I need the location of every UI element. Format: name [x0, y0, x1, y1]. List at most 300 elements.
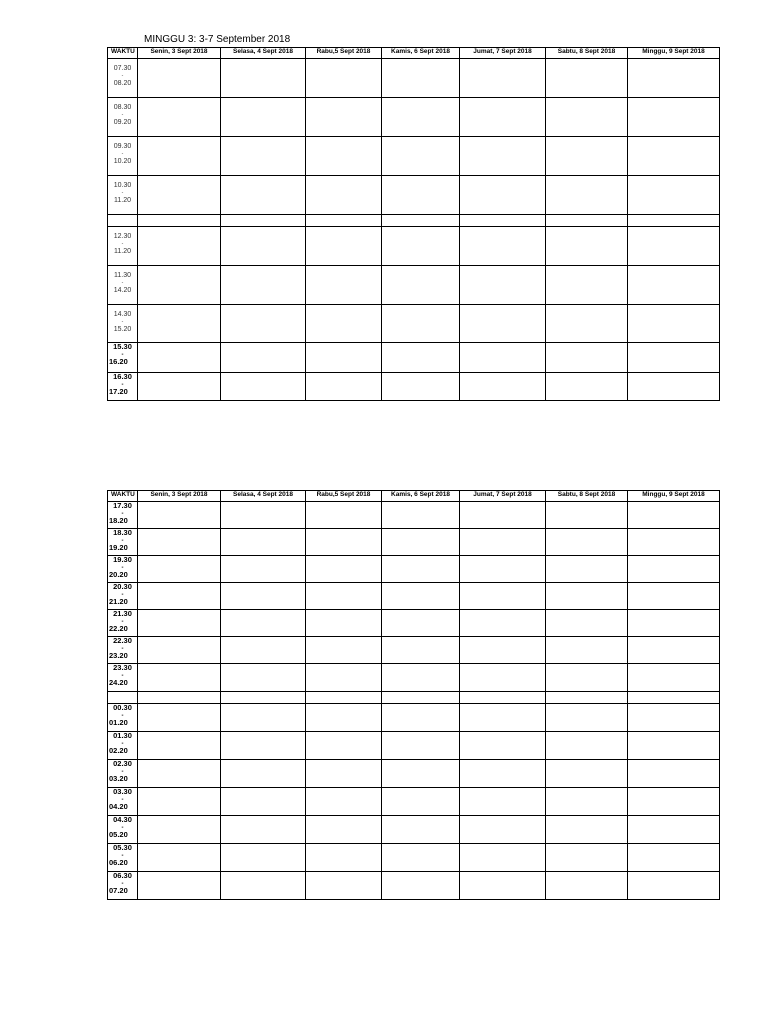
time-end: 09.20: [113, 119, 132, 126]
time-dash: -: [121, 510, 124, 517]
day-header: Selasa, 4 Sept 2018: [221, 491, 306, 502]
schedule-cell[interactable]: [382, 137, 460, 176]
time-dash: -: [121, 712, 124, 719]
schedule-cell[interactable]: [221, 556, 306, 583]
schedule-cell[interactable]: [382, 637, 460, 664]
schedule-cell[interactable]: [138, 788, 221, 816]
time-end: 17.20: [109, 386, 128, 396]
time-row: [108, 583, 720, 610]
schedule-cell[interactable]: [138, 98, 221, 137]
page-title: MINGGU 3: 3-7 September 2018: [144, 34, 291, 45]
break-row: [108, 215, 720, 227]
schedule-cell[interactable]: [306, 760, 382, 788]
time-row: [108, 704, 720, 732]
schedule-cell[interactable]: [628, 788, 720, 816]
time-start: 18.30: [113, 528, 132, 537]
schedule-cell[interactable]: [382, 176, 460, 215]
schedule-cell[interactable]: [306, 610, 382, 637]
time-row: [108, 844, 720, 872]
schedule-cell[interactable]: [546, 556, 628, 583]
day-header: Sabtu, 8 Sept 2018: [546, 48, 628, 59]
schedule-cell[interactable]: [628, 844, 720, 872]
time-end: 11.20: [114, 248, 131, 255]
time-start: 21.30: [113, 609, 132, 618]
schedule-cell[interactable]: [546, 343, 628, 373]
schedule-cell[interactable]: [138, 872, 221, 900]
schedule-cell[interactable]: [546, 816, 628, 844]
schedule-cell[interactable]: [546, 732, 628, 760]
schedule-cell[interactable]: [306, 816, 382, 844]
schedule-cell[interactable]: [221, 529, 306, 556]
time-dash: -: [121, 280, 124, 286]
schedule-cell[interactable]: [138, 637, 221, 664]
time-row: [108, 98, 720, 137]
time-row: [108, 760, 720, 788]
schedule-cell[interactable]: [382, 556, 460, 583]
schedule-cell[interactable]: [460, 343, 546, 373]
time-slot-cell: [108, 664, 138, 692]
schedule-cell[interactable]: [221, 137, 306, 176]
schedule-cell[interactable]: [138, 343, 221, 373]
schedule-cell[interactable]: [382, 816, 460, 844]
schedule-cell[interactable]: [221, 583, 306, 610]
schedule-cell[interactable]: [546, 98, 628, 137]
time-start: 12.30: [113, 233, 132, 240]
schedule-cell[interactable]: [546, 59, 628, 98]
schedule-cell[interactable]: [221, 343, 306, 373]
time-row: [108, 502, 720, 529]
schedule-cell[interactable]: [306, 502, 382, 529]
schedule-cell[interactable]: [460, 227, 546, 266]
schedule-cell[interactable]: [546, 373, 628, 401]
break-cell: [382, 215, 460, 227]
schedule-cell[interactable]: [546, 529, 628, 556]
schedule-cell[interactable]: [546, 872, 628, 900]
schedule-cell[interactable]: [628, 664, 720, 692]
schedule-cell[interactable]: [546, 760, 628, 788]
schedule-cell[interactable]: [221, 704, 306, 732]
break-cell: [221, 215, 306, 227]
time-slot-cell: [108, 529, 138, 556]
schedule-cell[interactable]: [138, 529, 221, 556]
time-end: 16.20: [109, 356, 128, 366]
time-end: 22.20: [109, 623, 128, 633]
schedule-cell[interactable]: [460, 610, 546, 637]
time-start: 06.30: [113, 871, 132, 880]
schedule-cell[interactable]: [628, 502, 720, 529]
schedule-cell[interactable]: [138, 502, 221, 529]
schedule-cell[interactable]: [306, 844, 382, 872]
time-start: 22.30: [113, 636, 132, 645]
schedule-cell[interactable]: [628, 266, 720, 305]
time-dash: -: [121, 740, 124, 747]
schedule-cell[interactable]: [546, 788, 628, 816]
schedule-cell[interactable]: [460, 59, 546, 98]
schedule-cell[interactable]: [460, 98, 546, 137]
schedule-cell[interactable]: [546, 305, 628, 343]
break-row: [108, 692, 720, 704]
schedule-cell[interactable]: [138, 610, 221, 637]
schedule-cell[interactable]: [221, 844, 306, 872]
break-cell: [546, 692, 628, 704]
schedule-cell[interactable]: [221, 610, 306, 637]
time-end: 11.20: [114, 197, 131, 204]
day-header: Senin, 3 Sept 2018: [138, 48, 221, 59]
time-end: 10.20: [113, 158, 132, 165]
time-start: 16.30: [113, 372, 132, 381]
time-dash: -: [121, 880, 124, 887]
time-row: [108, 176, 720, 215]
time-end: 03.20: [109, 773, 128, 783]
schedule-cell[interactable]: [221, 732, 306, 760]
time-dash: -: [121, 381, 124, 388]
schedule-cell[interactable]: [546, 610, 628, 637]
time-row: [108, 305, 720, 343]
time-slot-cell: [108, 373, 138, 401]
schedule-cell[interactable]: [460, 176, 546, 215]
day-header: Kamis, 6 Sept 2018: [382, 491, 460, 502]
break-cell: [138, 692, 221, 704]
header-row: [108, 491, 720, 502]
time-end: 02.20: [109, 745, 128, 755]
time-slot-cell: [108, 556, 138, 583]
schedule-cell[interactable]: [306, 704, 382, 732]
schedule-cell[interactable]: [382, 373, 460, 401]
schedule-cell[interactable]: [460, 704, 546, 732]
time-end: 08.20: [113, 80, 132, 87]
schedule-cell[interactable]: [138, 305, 221, 343]
time-end: 24.20: [109, 677, 128, 687]
schedule-cell[interactable]: [138, 760, 221, 788]
time-slot-cell: [108, 760, 138, 788]
schedule-cell[interactable]: [138, 227, 221, 266]
schedule-cell[interactable]: [382, 227, 460, 266]
time-start: 08.30: [113, 104, 132, 111]
schedule-cell[interactable]: [306, 373, 382, 401]
schedule-cell[interactable]: [221, 872, 306, 900]
schedule-cell[interactable]: [382, 343, 460, 373]
time-slot-cell: [108, 844, 138, 872]
header-row: [108, 48, 720, 59]
schedule-cell[interactable]: [221, 176, 306, 215]
break-cell: [108, 215, 138, 227]
time-dash: -: [121, 190, 124, 196]
schedule-cell[interactable]: [382, 704, 460, 732]
time-start: 07.30: [113, 65, 132, 72]
time-start: 01.30: [113, 731, 132, 740]
time-start: 15.30: [113, 342, 132, 351]
schedule-cell[interactable]: [221, 59, 306, 98]
schedule-cell[interactable]: [221, 816, 306, 844]
schedule-cell[interactable]: [138, 266, 221, 305]
time-start: 00.30: [113, 703, 132, 712]
schedule-cell[interactable]: [460, 305, 546, 343]
time-row: [108, 788, 720, 816]
time-row: [108, 610, 720, 637]
time-row: [108, 664, 720, 692]
schedule-cell[interactable]: [382, 610, 460, 637]
schedule-cell[interactable]: [306, 732, 382, 760]
schedule-cell[interactable]: [138, 176, 221, 215]
time-start: 11.30: [114, 272, 131, 279]
schedule-cell[interactable]: [138, 732, 221, 760]
schedule-cell[interactable]: [628, 583, 720, 610]
time-slot-cell: [108, 227, 138, 266]
schedule-table-2: [107, 490, 720, 900]
schedule-cell[interactable]: [628, 59, 720, 98]
time-slot-cell: [108, 59, 138, 98]
schedule-cell[interactable]: [138, 664, 221, 692]
schedule-cell[interactable]: [306, 637, 382, 664]
schedule-cell[interactable]: [221, 98, 306, 137]
schedule-cell[interactable]: [628, 556, 720, 583]
time-dash: -: [121, 645, 124, 652]
schedule-cell[interactable]: [628, 305, 720, 343]
time-dash: -: [121, 564, 124, 571]
schedule-cell[interactable]: [382, 583, 460, 610]
schedule-cell[interactable]: [628, 637, 720, 664]
schedule-table-1: [107, 47, 720, 401]
schedule-cell[interactable]: [460, 266, 546, 305]
schedule-cell[interactable]: [221, 227, 306, 266]
schedule-cell[interactable]: [628, 98, 720, 137]
schedule-cell[interactable]: [138, 137, 221, 176]
schedule-cell[interactable]: [221, 760, 306, 788]
schedule-cell[interactable]: [382, 305, 460, 343]
schedule-cell[interactable]: [628, 529, 720, 556]
time-start: 09.30: [113, 143, 132, 150]
time-start: 10.30: [113, 182, 132, 189]
schedule-cell[interactable]: [460, 556, 546, 583]
time-dash: -: [121, 824, 124, 831]
time-slot-cell: [108, 502, 138, 529]
schedule-cell[interactable]: [138, 556, 221, 583]
time-row: [108, 556, 720, 583]
time-start: 19.30: [113, 555, 132, 564]
schedule-cell[interactable]: [460, 816, 546, 844]
schedule-cell[interactable]: [546, 583, 628, 610]
schedule-cell[interactable]: [306, 227, 382, 266]
day-header: Minggu, 9 Sept 2018: [628, 491, 720, 502]
time-row: [108, 343, 720, 373]
schedule-cell[interactable]: [306, 305, 382, 343]
time-end: 21.20: [109, 596, 128, 606]
schedule-cell[interactable]: [628, 610, 720, 637]
time-slot-cell: [108, 266, 138, 305]
schedule-cell[interactable]: [628, 760, 720, 788]
time-dash: -: [121, 151, 124, 157]
schedule-cell[interactable]: [460, 664, 546, 692]
schedule-cell[interactable]: [546, 227, 628, 266]
schedule-cell[interactable]: [546, 664, 628, 692]
schedule-cell[interactable]: [221, 664, 306, 692]
schedule-cell[interactable]: [460, 502, 546, 529]
waktu-header: WAKTU: [108, 48, 138, 59]
time-start: 17.30: [113, 501, 132, 510]
time-dash: -: [121, 672, 124, 679]
time-dash: -: [121, 618, 124, 625]
schedule-cell[interactable]: [221, 502, 306, 529]
time-row: [108, 227, 720, 266]
schedule-cell[interactable]: [306, 664, 382, 692]
time-dash: -: [121, 537, 124, 544]
schedule-cell[interactable]: [382, 732, 460, 760]
time-end: 23.20: [109, 650, 128, 660]
schedule-cell[interactable]: [546, 266, 628, 305]
schedule-cell[interactable]: [382, 788, 460, 816]
schedule-cell[interactable]: [382, 529, 460, 556]
time-slot-cell: [108, 788, 138, 816]
schedule-cell[interactable]: [460, 373, 546, 401]
time-end: 07.20: [109, 885, 128, 895]
schedule-cell[interactable]: [306, 556, 382, 583]
time-row: [108, 137, 720, 176]
time-dash: -: [121, 768, 124, 775]
day-header: Jumat, 7 Sept 2018: [460, 48, 546, 59]
break-cell: [628, 692, 720, 704]
day-header: Rabu,5 Sept 2018: [306, 48, 382, 59]
time-slot-cell: [108, 137, 138, 176]
schedule-cell[interactable]: [460, 760, 546, 788]
schedule-cell[interactable]: [628, 176, 720, 215]
break-cell: [460, 692, 546, 704]
day-header: Rabu,5 Sept 2018: [306, 491, 382, 502]
time-slot-cell: [108, 583, 138, 610]
schedule-cell[interactable]: [382, 664, 460, 692]
time-end: 14.20: [113, 287, 132, 294]
schedule-cell[interactable]: [306, 266, 382, 305]
schedule-cell[interactable]: [546, 844, 628, 872]
schedule-cell[interactable]: [138, 373, 221, 401]
time-slot-cell: [108, 610, 138, 637]
break-cell: [221, 692, 306, 704]
time-slot-cell: [108, 305, 138, 343]
time-start: 05.30: [113, 843, 132, 852]
schedule-cell[interactable]: [221, 266, 306, 305]
schedule-cell[interactable]: [460, 137, 546, 176]
schedule-cell[interactable]: [546, 704, 628, 732]
schedule-cell[interactable]: [628, 343, 720, 373]
time-dash: -: [121, 591, 124, 598]
time-end: 06.20: [109, 857, 128, 867]
schedule-cell[interactable]: [138, 583, 221, 610]
time-slot-cell: [108, 176, 138, 215]
time-dash: -: [121, 796, 124, 803]
schedule-cell[interactable]: [628, 816, 720, 844]
time-start: 14.30: [113, 311, 132, 318]
time-end: 19.20: [109, 542, 128, 552]
schedule-cell[interactable]: [138, 59, 221, 98]
schedule-cell[interactable]: [138, 844, 221, 872]
time-row: [108, 816, 720, 844]
schedule-cell[interactable]: [628, 227, 720, 266]
break-cell: [546, 215, 628, 227]
time-row: [108, 872, 720, 900]
schedule-cell[interactable]: [460, 583, 546, 610]
schedule-cell[interactable]: [460, 872, 546, 900]
time-row: [108, 59, 720, 98]
schedule-cell[interactable]: [460, 732, 546, 760]
time-end: 01.20: [109, 717, 128, 727]
schedule-cell[interactable]: [382, 502, 460, 529]
time-start: 03.30: [113, 787, 132, 796]
schedule-cell[interactable]: [306, 583, 382, 610]
time-end: 20.20: [109, 569, 128, 579]
schedule-cell[interactable]: [628, 137, 720, 176]
schedule-cell[interactable]: [546, 137, 628, 176]
time-row: [108, 732, 720, 760]
schedule-cell[interactable]: [546, 502, 628, 529]
schedule-cell[interactable]: [546, 176, 628, 215]
schedule-cell[interactable]: [306, 59, 382, 98]
break-cell: [306, 692, 382, 704]
schedule-cell[interactable]: [306, 98, 382, 137]
time-row: [108, 266, 720, 305]
schedule-cell[interactable]: [382, 98, 460, 137]
schedule-cell[interactable]: [460, 788, 546, 816]
time-slot-cell: [108, 872, 138, 900]
schedule-cell[interactable]: [306, 176, 382, 215]
schedule-cell[interactable]: [138, 704, 221, 732]
schedule-cell[interactable]: [306, 343, 382, 373]
time-row: [108, 529, 720, 556]
time-start: 02.30: [113, 759, 132, 768]
day-header: Jumat, 7 Sept 2018: [460, 491, 546, 502]
schedule-cell[interactable]: [382, 760, 460, 788]
break-cell: [382, 692, 460, 704]
schedule-cell[interactable]: [382, 872, 460, 900]
schedule-cell[interactable]: [382, 844, 460, 872]
schedule-cell[interactable]: [306, 788, 382, 816]
schedule-cell[interactable]: [306, 529, 382, 556]
day-header: Sabtu, 8 Sept 2018: [546, 491, 628, 502]
schedule-cell[interactable]: [628, 373, 720, 401]
day-header: Selasa, 4 Sept 2018: [221, 48, 306, 59]
schedule-cell[interactable]: [221, 373, 306, 401]
break-cell: [628, 215, 720, 227]
time-row: [108, 373, 720, 401]
break-cell: [108, 692, 138, 704]
day-header: Minggu, 9 Sept 2018: [628, 48, 720, 59]
time-end: 18.20: [109, 515, 128, 525]
time-start: 23.30: [113, 663, 132, 672]
time-dash: -: [121, 73, 124, 79]
schedule-cell[interactable]: [460, 844, 546, 872]
schedule-cell[interactable]: [546, 637, 628, 664]
schedule-cell[interactable]: [628, 872, 720, 900]
schedule-cell[interactable]: [221, 788, 306, 816]
time-slot-cell: [108, 343, 138, 373]
schedule-cell[interactable]: [306, 872, 382, 900]
schedule-cell[interactable]: [460, 529, 546, 556]
schedule-cell[interactable]: [138, 816, 221, 844]
time-end: 04.20: [109, 801, 128, 811]
schedule-cell[interactable]: [628, 732, 720, 760]
schedule-cell[interactable]: [221, 637, 306, 664]
day-header: Kamis, 6 Sept 2018: [382, 48, 460, 59]
time-slot-cell: [108, 732, 138, 760]
break-cell: [138, 215, 221, 227]
break-cell: [306, 215, 382, 227]
time-dash: -: [121, 241, 124, 247]
schedule-cell[interactable]: [306, 137, 382, 176]
schedule-cell[interactable]: [382, 59, 460, 98]
time-slot-cell: [108, 98, 138, 137]
schedule-cell[interactable]: [460, 637, 546, 664]
schedule-cell[interactable]: [221, 305, 306, 343]
schedule-cell[interactable]: [382, 266, 460, 305]
schedule-cell[interactable]: [628, 704, 720, 732]
